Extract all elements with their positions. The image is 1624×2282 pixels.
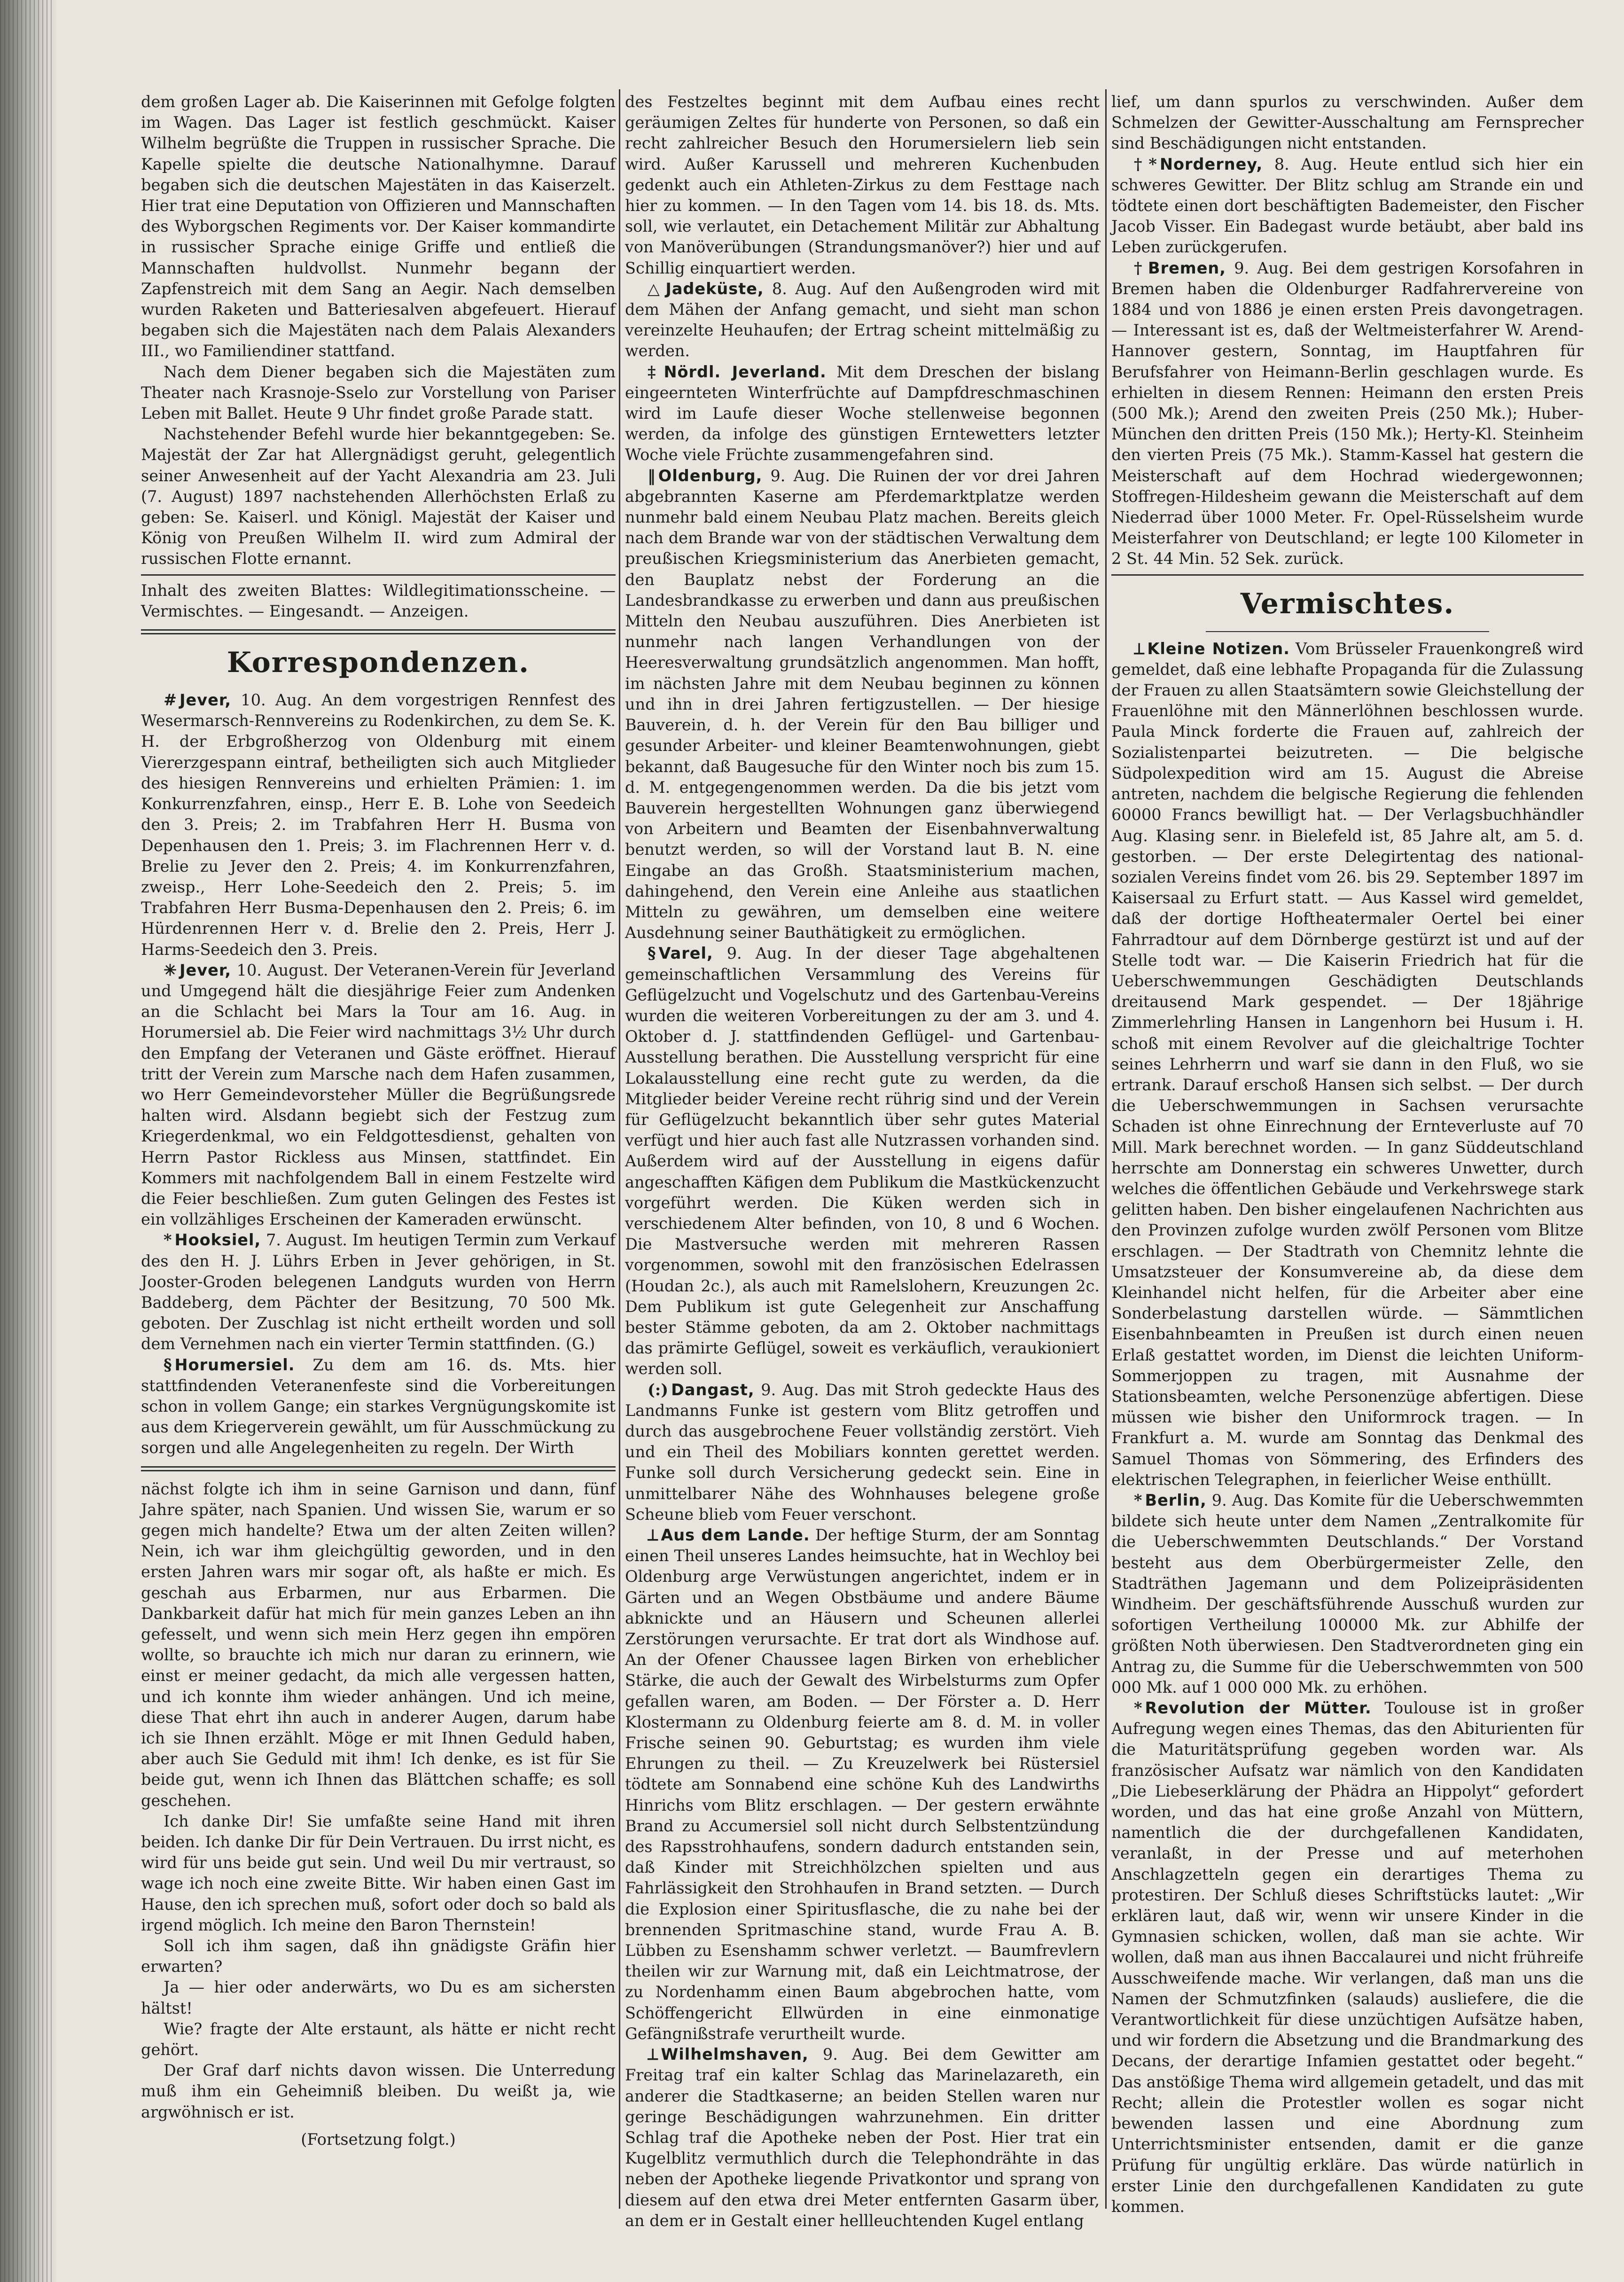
contents-note: Inhalt des zweiten Blattes: Wildlegitimationsscheine. — Vermischtes. — Eingesandt. — Anzeigen. xyxy=(141,581,616,620)
entry-text: 9. Aug. In der dieser Tage abgehaltenen gemeinschaftlichen Versammlung des Vereins für Geflügelzucht und Vogelschutz und des Gartenbau-Vereins wurden die weiteren Vorbereitungen zu der am 3. und 4. Oktober d. J. stattfindenden Geflügel- und Gartenbau-Ausstellung berathen. Die Ausstellung verspricht für eine Lokalausstellung eine recht gute zu werden, da die Mitglieder beider Vereine recht rührig sind und der Verein für Geflügelzucht bekanntlich über sehr gutes Material verfügt und hier auch fast alle Nutzrassen vorhanden sind. Außerdem wird auf der Ausstellung in eigens dafür angeschafften Käfigen dem Publikum die Mastkückenzucht vorgeführt werden. Die Küken werden sich in verschiedenem Alter befinden, von 10, 8 und 6 Wochen. Die Mastversuche werden mit mehreren Rassen vorgenommen, sowohl mit den französischen Edelrassen (Houdan 2c.), als auch mit Ramelslohern, Kreuzungen 2c. Dem Publikum ist gute Gelegenheit zur Anschaffung bester Stämme geboten, da am 2. Oktober nachmittags das prämirte Geflügel, soweit es verkäuflich, veraukioniert werden soll. xyxy=(625,944,1100,1378)
entry-text: 10. August. Der Veteranen-Verein für Jeverland und Umgegend hält die diesjährige Feier zum Andenken an die Schlacht bei Mars la Tour am 16. Aug. in Horumersiel ab. Die Feier wird nachmittags 3½ Uhr durch den Empfang der Veteranen und Gäste eröffnet. Hierauf tritt der Verein zum Marsche nach dem Hafen zusammen, wo Herr Gemeindevorsteher Müller die Begrüßungsrede halten wird. Alsdann begiebt sich der Festzug zum Kriegerdenkmal, wo ein Feldgottesdienst, gehalten von Herrn Pastor Rickless aus Minsen, stattfindet. Ein Kommers mit nachfolgendem Ball in einem Festzelte wird die Feier beschließen. Zum guten Gelingen des Festes ist ein vollzähliges Erscheinen der Kameraden erwünscht. xyxy=(141,961,616,1229)
column-1 xyxy=(141,92,616,2150)
entry-text: 9. Aug. Bei dem gestrigen Korsofahren in Bremen haben die Oldenburger Radfahrervereine von 1884 und von 1886 je einen ersten Preis davongetragen. — Interessant ist es, daß der Weltmeisterfahrer W. Arend-Hannover gestern, Sonntag, im Hauptfahren für Berufsfahrer von Heimann-Berlin geschlagen wurde. Es erhielten in diesem Rennen: Heimann den ersten Preis (500 Mk.); Arend den zweiten Preis (250 Mk.); Huber-München den dritten Preis (150 Mk.); Herty-Kl. Steinheim den vierten Preis (75 Mk.). Stamm-Kassel hat gestern die Meisterschaft auf dem Hochrad wiedergewonnen; Stoffregen-Hildesheim gewann die Meisterschaft auf dem Niederrad über 1000 Meter. Fr. Opel-Rüsselsheim wurde Meisterfahrer von Deutschland; er legte 100 Kilometer in 2 St. 44 Min. 52 Sek. zurück. xyxy=(1111,258,1584,568)
entry-text: 8. Aug. Auf den Außengroden wird mit dem Mähen der Anfang gemacht, und sieht man schon vereinzelte Heuhaufen; der Ertrag scheint mittelmäßig zu werden. xyxy=(625,279,1100,360)
news-entry xyxy=(141,1355,616,1459)
feuilleton-paragraph: nächst folgte ich ihm in seine Garnison und dann, fünf Jahre später, nach Spanien. Und wissen Sie, warum er so gegen mich handelte? Etwa um der alten Zeiten willen? Nein, ich war ihm gleichgültig geworden, und in den ersten Jahren wars mir sogar oft, als haßte er mich. Es geschah aus Erbarmen, nur aus Erbarmen. Die Dankbarkeit dafür hat mich für mein ganzes Leben an ihn gefesselt, und wenn sich mein Herz gegen ihn empören wollte, so brauchte ich mich nur daran zu erinnern, wie einst er meiner gedacht, da mich alle vergessen hatten, und ich konnte ihm wieder anhängen. Und ich meine, diese That ehrt ihn auch in anderer Augen, darum habe ich sie Ihnen erzählt. Möge er mit Ihnen Geduld haben, aber auch Sie Geduld mit ihm! Ich denke, es ist für Sie beide gut, wenn ich Ihnen das Blättchen schaffe; es soll geschehen. xyxy=(141,1479,616,1810)
divider-short xyxy=(1206,631,1489,632)
news-entry xyxy=(1111,154,1584,258)
feuilleton-paragraph: Soll ich ihm sagen, daß ihn gnädigste Gräfin hier erwarten? xyxy=(141,1937,616,1976)
entry-place: Revolution der Mütter. xyxy=(1145,1699,1372,1718)
entry-place: Nördl. Jeverland. xyxy=(664,362,827,381)
entry-place: Jever, xyxy=(180,691,232,710)
entry-mark: ‡ xyxy=(648,362,661,381)
entry-place: Bremen, xyxy=(1148,258,1226,277)
entry-text: 10. Aug. An dem vorgestrigen Rennfest des Wesermarsch-Rennvereins zu Rodenkirchen, zu dem Se. K. H. der Erbgroßherzog von Oldenburg mit einem Viererzgespann eintraf, betheiligten sich auch Mitglieder des hiesigen Rennvereins und erhielten Prämien: 1. im Konkurrenzfahren, einsp., Herr E. B. Lohe von Seedeich den 3. Preis; 2. im Trabfahren Herr H. Busma von Depenhausen den 1. Preis; 3. im Flachrennen Herr v. d. Brelie zu Jever den 2. Preis; 4. im Konkurrenzfahren, zweisp., Herr Lohe-Seedeich den 2. Preis; 5. im Trabfahren Herr Busma-Depenhausen den 2. Preis; 6. im Hürdenrennen Herr v. d. Brelie den 2. Preis, Herr J. Harms-Seedeich den 3. Preis. xyxy=(141,691,616,959)
continuation-note: (Fortsetzung folgt.) xyxy=(301,2130,456,2149)
entry-mark: ✳ xyxy=(164,961,177,979)
section-title-korrespondenzen: Korrespondenzen. xyxy=(226,646,530,680)
entry-text: Zu dem am 16. ds. Mts. hier stattfindenden Veteranenfeste sind die Vorbereitungen schon in vollem Gange; ein starkes Vergnügungskomite ist aus dem Kriegerverein gewählt, um für Ausschmückung zu sorgen und alle Angelegenheiten zu regeln. Der Wirth xyxy=(141,1355,616,1457)
news-entry xyxy=(1111,258,1584,570)
entry-mark: # xyxy=(164,691,177,710)
entry-place: Kleine Notizen. xyxy=(1147,639,1290,658)
divider xyxy=(1111,574,1584,576)
entry-text: 9. Aug. Das mit Stroh gedeckte Haus des Landmanns Funke ist gestern vom Blitz getroffen und durch das ausgebrochene Feuer vollständig zerstört. Vieh und ein Theil des Mobiliars konnten gerettet werden. Funke soll durch Versicherung gedeckt sein. Eine in unmittelbarer Nähe des Wohnhauses belegene große Scheune blieb vom Feuer verschont. xyxy=(625,1380,1100,1524)
news-entry xyxy=(141,690,616,960)
entry-place: Aus dem Lande. xyxy=(661,1526,810,1545)
news-entry xyxy=(625,279,1100,362)
column-rule-2 xyxy=(1105,89,1107,2209)
paragraph: dem großen Lager ab. Die Kaiserinnen mit Gefolge folgten im Wagen. Das Lager ist festlich geschmückt. Kaiser Wilhelm begrüßte die Truppen in russischer Sprache. Die Kapelle spielte die deutsche Nationalhymne. Darauf begaben sich die deutschen Majestäten in das Kaiserzelt. Hier trat eine Deputation von Offizieren und Mannschaften des Wyborgschen Regiments vor. Der Kaiser kommandirte in russischer Sprache einige Griffe und entließ die Mannschaften huldvollst. Nunmehr begann der Zapfenstreich mit dem Sang an Aegir. Nach demselben wurden Raketen und Batteriesalven abgefeuert. Hierauf begaben sich die Majestäten nach dem Palais Alexanders III., wo Familiendiner stattfand. xyxy=(141,93,616,360)
news-entry xyxy=(625,1380,1100,1525)
entry-mark: †* xyxy=(1134,155,1157,173)
entry-place: Varel, xyxy=(658,944,713,963)
entry-mark: ⟂ xyxy=(1134,639,1145,658)
entry-mark: ‖ xyxy=(648,466,656,485)
paragraph: Nachstehender Befehl wurde hier bekanntgegeben: Se. Majestät der Zar hat Allergnädigst geruht, gelegentlich seiner Anwesenheit auf der Yacht Alexandria am 23. Juli (7. August) 1897 nachstehenden Allerhöchsten Erlaß zu geben: Se. Kaiserl. und Königl. Majestät der Kaiser und König von Preußen Wilhelm II. wird zum Admiral der russischen Flotte ernannt. xyxy=(141,425,616,568)
feuilleton-paragraph: Wie? fragte der Alte erstaunt, als hätte er nicht recht gehört. xyxy=(141,2019,616,2059)
feuilleton-paragraph: Ich danke Dir! Sie umfaßte seine Hand mit ihren beiden. Ich danke Dir für Dein Vertrauen. Du irrst nicht, es wird für uns beide gut sein. Und weil Du mir vertraust, so wage ich noch eine zweite Bitte. Wir haben einen Gast im Hause, den ich sprechen muß, sofort oder doch so bald als irgend möglich. Ich meine den Baron Thernstein! xyxy=(141,1812,616,1934)
column-2 xyxy=(625,92,1100,2231)
news-entry xyxy=(625,2044,1100,2231)
paragraph: des Festzeltes beginnt mit dem Aufbau eines recht geräumigen Zeltes für hunderte von Personen, so daß ein recht zahlreicher Besuch den Horumersielern lieb sein wird. Außer Karussell und mehreren Kuchenbuden gedenkt auch ein Athleten-Zirkus zu dem Festtage nach hier zu kommen. — In den Tagen vom 14. bis 18. ds. Mts. soll, wie verlautet, ein Detachement Militär zur Abhaltung von Manöverübungen (Strandungsmanöver?) hier und auf Schillig einquartiert werden. xyxy=(625,93,1100,277)
entry-mark: ⟂ xyxy=(648,1526,658,1545)
entry-place: Norderney, xyxy=(1159,155,1263,173)
entry-text: Der heftige Sturm, der am Sonntag einen Theil unseres Landes heimsuchte, hat in Wechloy bei Oldenburg arge Verwüstungen angerichtet, indem er in Gärten und an Wegen Obstbäume und andere Bäume abknickte und an Häusern und Scheunen allerlei Zerstörungen verursachte. Er trat dort als Windhose auf. An der Ofener Chaussee lagen Birken von erheblicher Stärke, die auch der Gewalt des Wirbelsturms zum Opfer gefallen waren, am Boden. — Der Förster a. D. Herr Klostermann zu Oldenburg feierte am 8. d. M. in voller Frische seinen 90. Geburtstag; es wurden ihm viele Ehrungen zu theil. — Zu Kreuzelwerk bei Rüstersiel tödtete am Sonnabend eine schöne Kuh des Landwirths Hinrichs vom Blitz erschlagen. — Der gestern erwähnte Brand zu Accumersiel soll nicht durch Selbstentzündung des Rapsstrohhaufens, sondern dadurch entstanden sein, daß Kinder mit Streichhölzchen spielten und aus Fahrlässigkeit den Strohhaufen in Brand setzten. — Durch die Explosion einer Spiritusflasche, die zu nahe bei der brennenden Spritmaschine stand, wurde Frau A. B. Lübben zu Esenshamm schwer verletzt. — Baumfrevlern theilen wir zur Warnung mit, daß ein Leichtmatrose, der zu Nordenhamm einen Baum abgebrochen hatte, vom Schöffengericht Ellwürden in eine einmonatige Gefängnißstrafe verurtheilt wurde. xyxy=(625,1526,1100,2043)
news-entry xyxy=(625,466,1100,944)
column-rule-1 xyxy=(619,89,620,2209)
news-entry xyxy=(625,1525,1100,2044)
paragraph: Nach dem Diener begaben sich die Majestäten zum Theater nach Krasnoje-Sselo zur Vorstellung von Pariser Leben mit Ballet. Heute 9 Uhr findet große Parade statt. xyxy=(141,362,616,423)
entry-mark: § xyxy=(648,944,656,963)
column-3 xyxy=(1111,92,1584,2217)
entry-text: 8. Aug. Heute entlud sich hier ein schweres Gewitter. Der Blitz schlug am Strande ein und tödtete einen dort beschäftigten Bademeister, den Fischer Jacob Visser. Ein Badegast wurde betäubt, aber bald ins Leben zurückgerufen. xyxy=(1111,155,1584,257)
entry-text: 9. Aug. Das Komite für die Ueberschwemmten bildete sich heute unter dem Namen „Zentralkomite für die Ueberschwemmten Deutschlands.“ Der Vorstand besteht aus dem Oberbürgermeister Zelle, den Stadträthen Jagemann und dem Polizeipräsidenten Windheim. Der geschäftsführende Ausschuß wurden zur sofortigen Vertheilung 100000 Mk. zur Abhilfe der größten Noth überwiesen. Den Stadtverordneten ging ein Antrag zu, die Summe für die Ueberschwemmten von 500 000 Mk. auf 1 000 000 Mk. zu erhöhen. xyxy=(1111,1491,1584,1696)
entry-place: Dangast, xyxy=(671,1380,755,1399)
news-entry xyxy=(625,943,1100,1379)
entry-place: Wilhelmshaven, xyxy=(661,2045,809,2064)
divider-double xyxy=(141,629,616,634)
news-entry xyxy=(625,362,1100,466)
news-entry xyxy=(141,960,616,1230)
entry-mark: (:) xyxy=(648,1380,669,1399)
entry-text: 9. Aug. Bei dem Gewitter am Freitag traf ein kalter Schlag das Marinelazareth, ein anderer die Stadtkaserne; an beiden Stellen waren nur geringe Beschädigungen wahrzunehmen. Ein dritter Schlag traf die Apotheke neben der Post. Hier trat ein Kugelblitz vermuthlich durch die Telephondrähte in das neben der Apotheke liegende Privatkontor und sprang von diesem auf den etwa drei Meter entfernten Gasarm über, an dem er in Gestalt einer hellleuchtenden Kugel entlang xyxy=(625,2045,1100,2230)
entry-text: Toulouse ist in großer Aufregung wegen eines Themas, das den Abiturienten für die Maturitätsprüfung gegeben worden war. Als französischer Aufsatz war nämlich von den Kandidaten „Die Liebeserklärung der Phädra an Hippolyt“ gefordert worden, und das hat eine große Anzahl von Müttern, namentlich die der durchgefallenen Kandidaten, veranlaßt, in der Presse und auf meterhohen Anschlagzetteln gegen ein derartiges Thema zu protestiren. Der Schluß dieses Schriftstücks lautet: „Wir erklären laut, daß wir, wenn wir unsere Kinder in die Gymnasien schicken, wollen, daß man sie achte. Wir wollen, daß man aus ihnen Baccalaurei und nicht frühreife Ausschweifende mache. Wir verlangen, daß man uns die Namen der Schmutzfinken (salauds) ausliefere, die die Verantwortlichkeit für diese unzüchtigen Aufsätze haben, und wir fordern die Absetzung und die Brandmarkung des Decans, der derartige Infamien gestattet oder begeht.“ Das anstößige Thema wird allgemein getadelt, und das mit Recht; allein die Protestler wollen es sogar nicht bewenden lassen und eine Abordnung zum Unterrichtsminister entsenden, damit er die ganze Prüfung für ungültig erkläre. Das würde natürlich in erster Linie den durchgefallenen Kandidaten zu gute kommen. xyxy=(1111,1699,1584,2216)
entry-mark: △ xyxy=(648,279,663,298)
entry-text: Vom Brüsseler Frauenkongreß wird gemeldet, daß eine lebhafte Propaganda für die Zulassung der Frauen zu allen Staatsämtern sowie Gleichstellung der Frauenlöhne mit den Männerlöhnen beschlossen wurde. Paula Minck forderte die Frauen auf, zahlreich der Sozialistenpartei beizutreten. — Die belgische Südpolexpedition wird am 15. August die Abreise antreten, nachdem die belgische Regierung die fehlenden 60000 Francs bewilligt hat. — Der Verlagsbuchhändler Aug. Klasing senr. in Bielefeld ist, 85 Jahre alt, am 5. d. gestorben. — Der erste Delegirtentag des national-sozialen Vereins findet vom 26. bis 29. September 1897 im Kaisersaal zu Erfurt statt. — Aus Kassel wird gemeldet, daß der dortige Hoftheatermaler Oertel bei einer Fahrradtour auf dem Dörnberge gestürzt ist und auf der Stelle todt war. — Die Kaiserin Friedrich hat für die Ueberschwemmungen Geschädigten Deutschlands dreitausend Mark gespendet. — Der 18jährige Zimmerlehrling Hansen in Langenhorn bei Husum i. H. schoß mit einem Revolver auf die gleichaltrige Tochter seines Lehrherrn und warf sie dann in den Fluß, wo sie ertrank. Darauf erschoß Hansen sich selbst. — Der durch die Ueberschwemmungen in Sachsen verursachte Schaden ist ohne Einrechnung der Ernteverluste auf 70 Mill. Mark berechnet worden. — In ganz Süddeutschland herrschte am Donnerstag ein schweres Unwetter, durch welches die öffentlichen Gebäude und Verkehrswege stark gelitten haben. Den bisher eingelaufenen Nachrichten aus den Provinzen zufolge wurden zwölf Personen vom Blitze erschlagen. — Der Stadtrath von Chemnitz lehnte die Umsatzsteuer der Konsumvereine ab, da diese dem Kleinhandel nicht helfen, für die Arbeiter aber eine Sonderbelastung darstellen würde. — Sämmtlichen Eisenbahnbeamten in Preußen ist durch einen neuen Erlaß gestattet worden, im Dienst die leichten Uniform-Sommerjoppen zu tragen, mit Ausnahme der Stationsbeamten, welche Personenzüge abfertigen. Diese müssen wie bisher den Uniformrock tragen. — In Frankfurt a. M. wurde am Sonntag das Denkmal des Samuel Thomas von Sömmering, des Erfinders des elektrischen Telegraphen, in feierlicher Weise enthüllt. xyxy=(1111,639,1584,1489)
section-title-vermischtes: Vermischtes. xyxy=(1240,587,1455,620)
entry-text: 9. Aug. Die Ruinen der vor drei Jahren abgebrannten Kaserne am Pferdemarktplatze werden nunmehr bald einem Neubau Platz machen. Bereits gleich nach dem Brande war von der städtischen Verwaltung dem preußischen Kriegsministerium das Anerbieten gemacht, den Bauplatz nebst der Forderung an die Landesbrandkasse zu erwerben und dann aus preußischen Mitteln den Neubau auszuführen. Dies Anerbieten ist nunmehr nach langen Verhandlungen von der Heeresverwaltung grundsätzlich angenommen. Man hofft, im nächsten Jahre mit dem Neubau beginnen zu können und ihn in drei Jahren fertigzustellen. — Der hiesige Bauverein, d. h. der Verein für den Bau billiger und gesunder Arbeiter- und kleiner Beamtenwohnungen, giebt bekannt, daß Baugesuche für den Winter noch bis zum 15. d. M. entgegengenommen werden. Da die bis jetzt vom Bauverein hergestellten Wohnungen ganz überwiegend von Arbeitern und Beamten der Eisenbahnverwaltung benutzt werden, so will der Vorstand laut B. N. eine Eingabe an das Großh. Staatsministerium machen, dahingehend, den Verein eine Anleihe aus staatlichen Mitteln zu gewähren, um demselben eine weitere Ausdehnung seiner Bauthätigkeit zu ermöglichen. xyxy=(625,466,1100,942)
entry-mark: * xyxy=(164,1231,172,1250)
entry-place: Jever, xyxy=(180,961,232,979)
paragraph: lief, um dann spurlos zu verschwinden. Außer dem Schmelzen der Gewitter-Ausschaltung am Fernsprecher sind Beschädigungen nicht entstanden. xyxy=(1111,93,1584,153)
entry-mark: ⟂ xyxy=(648,2045,658,2064)
entry-text: 7. August. Im heutigen Termin zum Verkauf des den H. J. Lührs Erben in Jever gehörigen, in St. Jooster-Groden belegenen Landguts wurden von Herrn Baddeberg, dem Pächter der Besitzung, 70 500 Mk. geboten. Der Zuschlag ist nicht ertheilt worden und soll dem Vernehmen nach ein vierter Termin stattfinden. (G.) xyxy=(141,1231,616,1353)
feuilleton-paragraph: Ja — hier oder anderwärts, wo Du es am sichersten hältst! xyxy=(141,1978,616,2017)
entry-mark: † xyxy=(1134,258,1146,277)
news-entry xyxy=(1111,1698,1584,2217)
entry-place: Horumersiel. xyxy=(174,1355,295,1374)
news-entry xyxy=(1111,1490,1584,1698)
entry-mark: § xyxy=(164,1355,172,1374)
page-stack-edges xyxy=(0,0,52,2282)
entry-place: Berlin, xyxy=(1145,1491,1207,1509)
news-entry xyxy=(1111,639,1584,1490)
entry-text: Mit dem Dreschen der bislang eingeernteten Winterfrüchte auf Dampfdreschmaschinen wird im Laufe dieser Woche stellenweise begonnen werden, da infolge des günstigen Erntewetters letzter Woche viele Früchte zusammengefahren sind. xyxy=(625,362,1100,464)
feuilleton-paragraph: Der Graf darf nichts davon wissen. Die Unterredung muß ihm ein Geheimniß bleiben. Du weißt ja, wie argwöhnisch er ist. xyxy=(141,2061,616,2121)
entry-place: Hooksiel, xyxy=(174,1231,261,1250)
entry-place: Jadeküste, xyxy=(665,279,764,298)
news-entry xyxy=(141,1230,616,1354)
entry-mark: * xyxy=(1134,1491,1142,1509)
feuilleton-divider xyxy=(141,1466,616,1471)
entry-place: Oldenburg, xyxy=(658,466,763,485)
entry-mark: * xyxy=(1134,1699,1142,1718)
divider xyxy=(141,574,616,576)
